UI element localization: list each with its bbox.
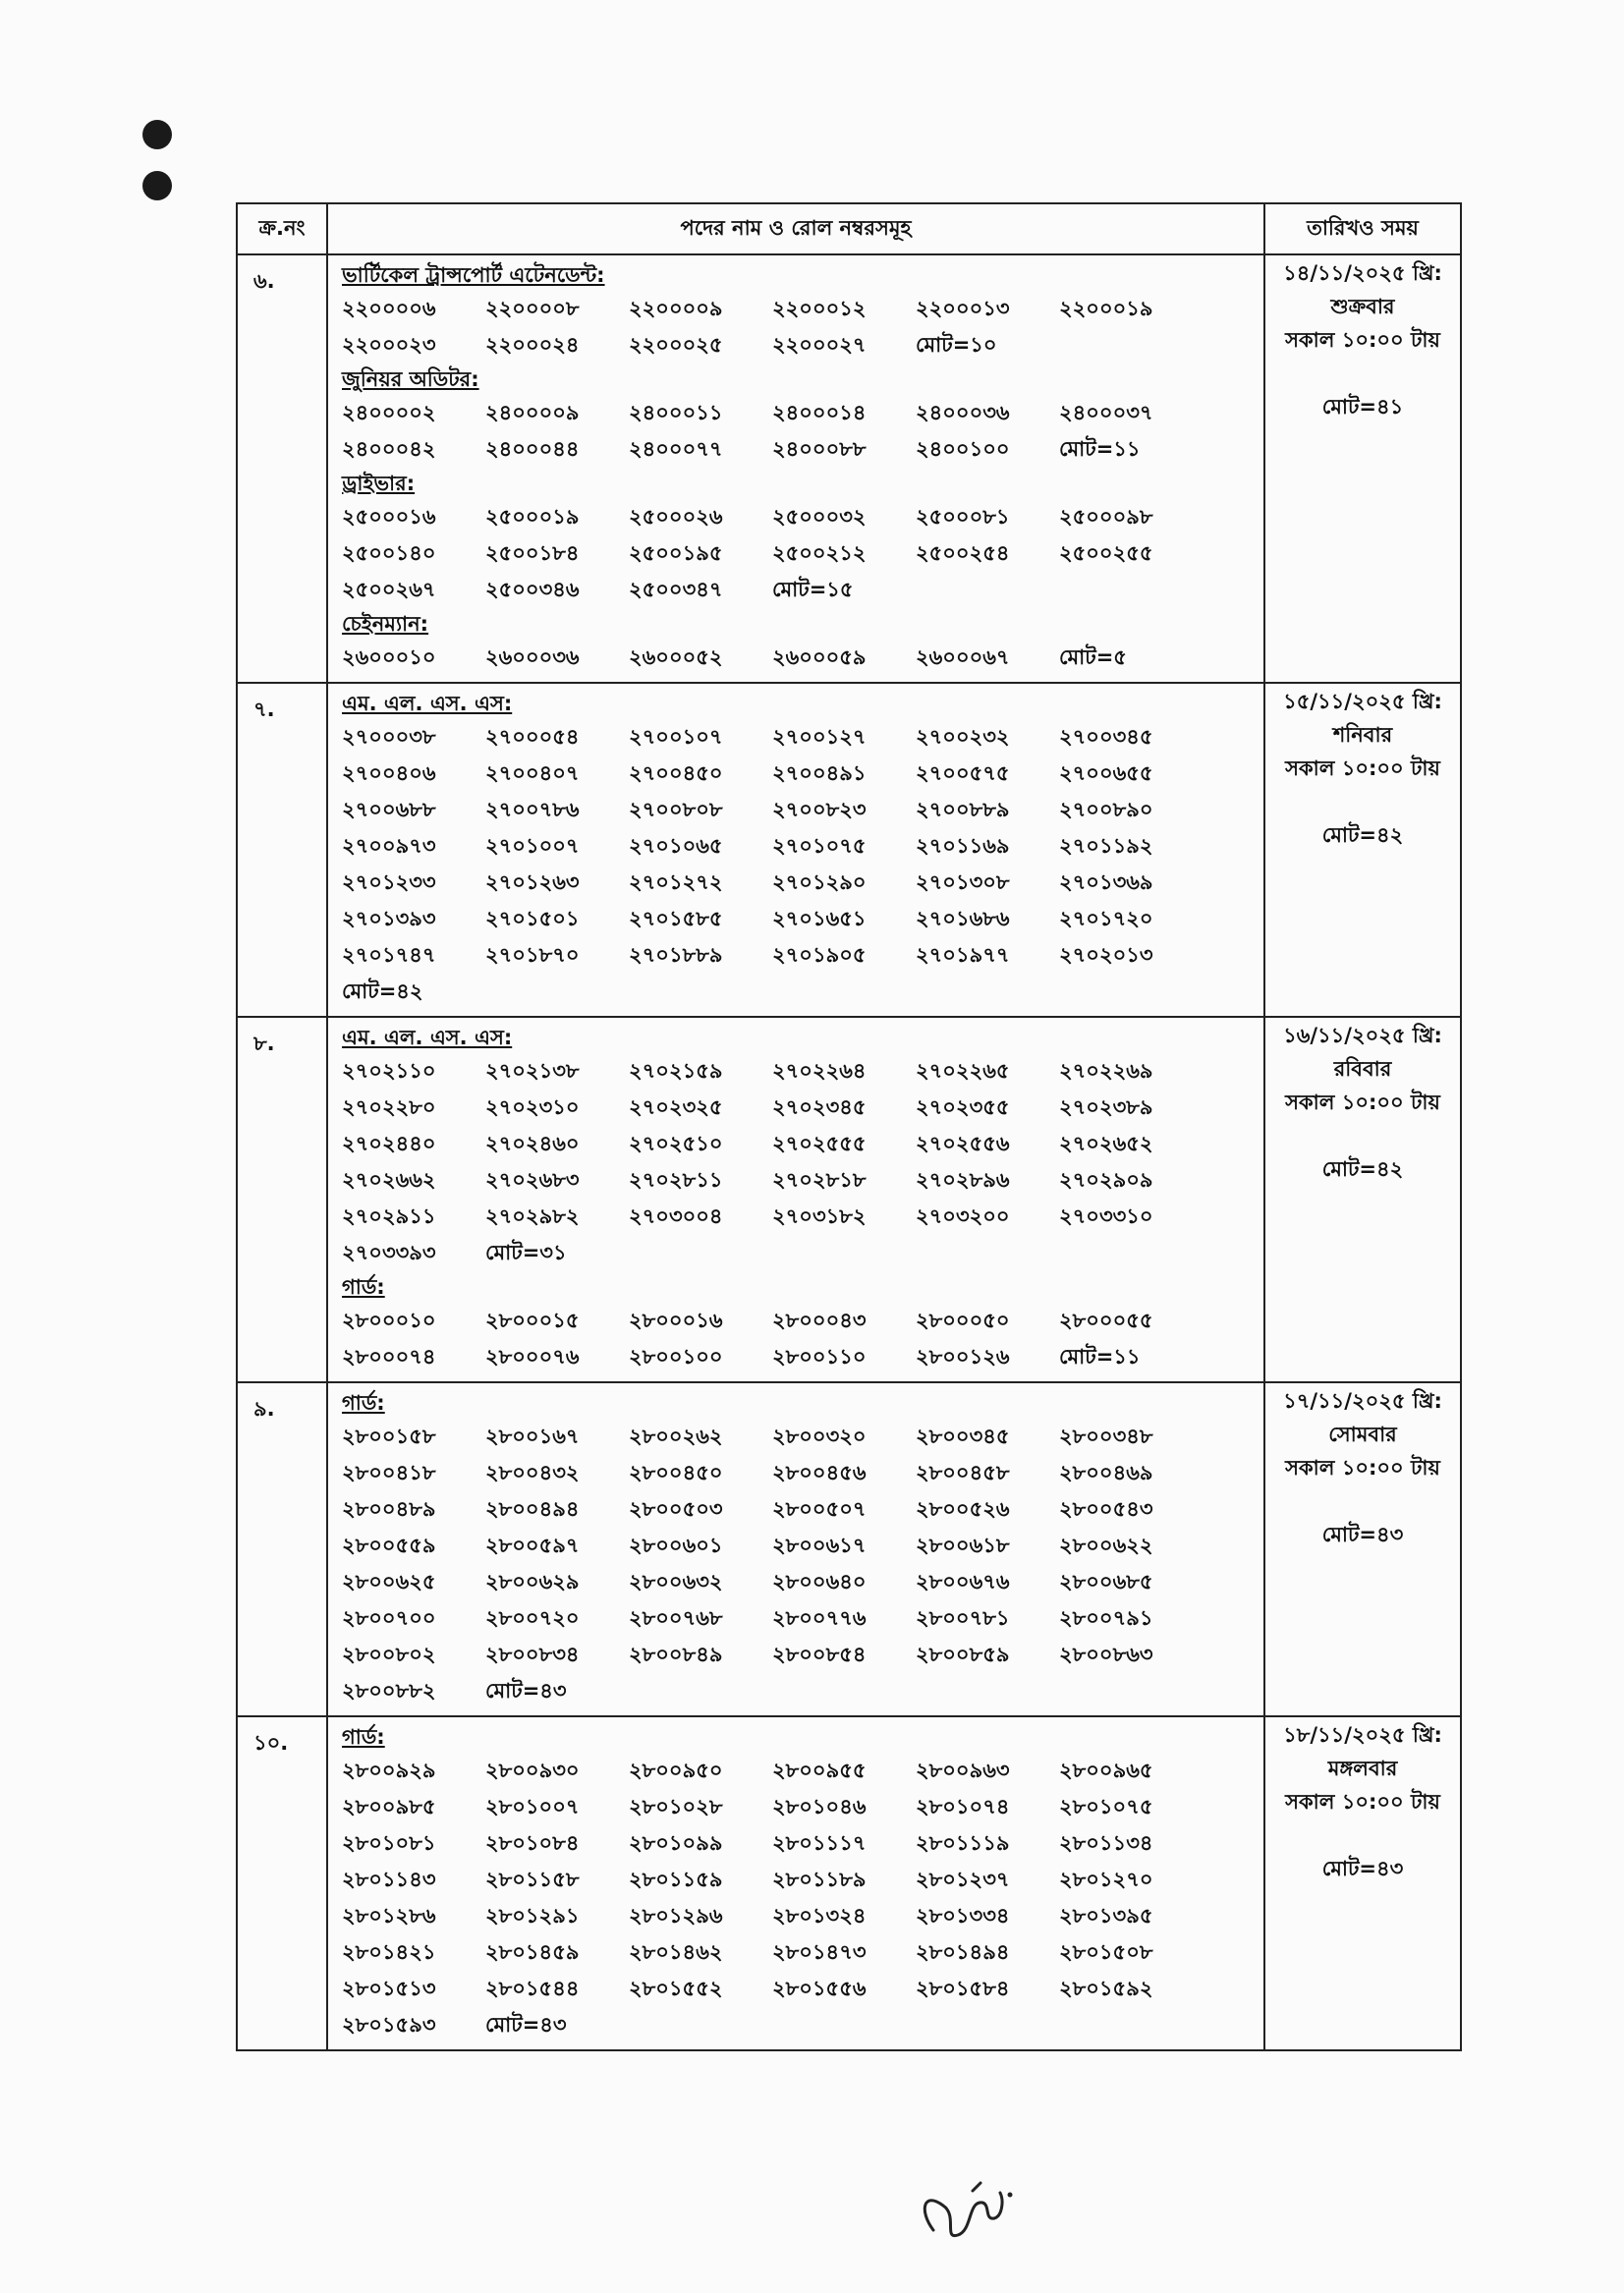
roll-number: ২৪০০১০০ xyxy=(916,437,1010,461)
roll-number: ২৭০২১৩৮ xyxy=(485,1059,580,1083)
header-posts: পদের নাম ও রোল নম্বরসমূহ xyxy=(327,203,1264,254)
roll-number: ২৮০১৫০৮ xyxy=(1059,1940,1153,1964)
roll-number: ২৮০১৩৩৪ xyxy=(916,1904,1010,1928)
roll-number: ২২০০০১৯ xyxy=(1059,297,1153,320)
roll-number: ২৭০০৮৯০ xyxy=(1059,798,1153,821)
roll-number: ২৮০০৮৩৪ xyxy=(485,1643,580,1666)
roll-number: ২৭০২৩২৫ xyxy=(629,1095,723,1119)
roll-number: ২৮০০০৫৫ xyxy=(1059,1309,1153,1332)
roll-number: ২৭০২৮১১ xyxy=(629,1168,723,1192)
post-title: এম. এল. এস. এস: xyxy=(342,1026,513,1049)
roll-number: ২৭০২৩৪৫ xyxy=(772,1095,867,1119)
roll-number: ২৮০০৭০০ xyxy=(342,1606,436,1630)
roll-number: ২৮০১০২৮ xyxy=(629,1795,723,1818)
roll-number: ২৮০০৪৫০ xyxy=(629,1461,723,1484)
roll-number: ২৭০০৬৫৫ xyxy=(1059,761,1153,785)
roll-number: ২৮০০৯৫০ xyxy=(629,1759,723,1782)
roll-number: ২৭০৩১৮২ xyxy=(772,1204,867,1228)
roll-number: ২৫০০৩৪৭ xyxy=(629,578,723,601)
roll-number: ২৫০০২৫৪ xyxy=(916,541,1010,565)
roll-number: ২৮০০২৬২ xyxy=(629,1425,723,1448)
roll-number: ২৬০০০১০ xyxy=(342,645,436,669)
roll-number: ২৭০১৭২০ xyxy=(1059,907,1153,930)
roll-number: ২২০০০২৫ xyxy=(629,333,723,357)
roll-number: ২৭০২৯১১ xyxy=(342,1204,436,1228)
roll-number: ২৭০১০৬৫ xyxy=(629,834,723,858)
roll-number: ২৭০১২৭২ xyxy=(629,870,723,894)
roll-number: ২৮০০৭৬৮ xyxy=(629,1606,723,1630)
table-header-row xyxy=(237,203,1461,254)
roll-number: ২৪০০০৪২ xyxy=(342,437,436,461)
roll-number-list xyxy=(342,291,1256,364)
exam-date: ১৬/১১/২০২৫ খ্রি: xyxy=(1283,1024,1442,1047)
roll-number: ২৪০০০১১ xyxy=(629,401,723,424)
roll-number: ২৮০১০৮৪ xyxy=(485,1831,580,1855)
roll-number: ২৮০০৬২৯ xyxy=(485,1570,580,1594)
roll-number: ২৮০০৪৫৬ xyxy=(772,1461,867,1484)
post-block xyxy=(342,1721,1256,2043)
roll-number: ২৫০০২৬৭ xyxy=(342,578,436,601)
roll-number: ২২০০০১২ xyxy=(772,297,867,320)
header-schedule: তারিখও সময় xyxy=(1264,203,1461,254)
roll-number: ২৮০০৯৬৩ xyxy=(916,1759,1010,1782)
roll-number: ২৮০০৬৩২ xyxy=(629,1570,723,1594)
roll-number: ২৮০১১১৯ xyxy=(916,1831,1010,1855)
roll-number: ২৮০০৬২৫ xyxy=(342,1570,436,1594)
post-total: মোট=৩১ xyxy=(485,1241,567,1264)
post-total: মোট=১১ xyxy=(1059,1345,1141,1369)
roll-number: ২৭০২৯৮২ xyxy=(485,1204,580,1228)
roll-schedule-table xyxy=(236,202,1462,2051)
roll-number: ২৭০২৩৫৫ xyxy=(916,1095,1010,1119)
roll-number: ২৮০১০০৭ xyxy=(485,1795,580,1818)
roll-number-list xyxy=(342,1303,1256,1375)
roll-number: ২৪০০০০৯ xyxy=(485,401,580,424)
table-body xyxy=(237,254,1461,2050)
roll-number: ২৮০০৪৩২ xyxy=(485,1461,580,1484)
roll-number: ২৭০৩০০৪ xyxy=(629,1204,723,1228)
exam-day: শনিবার xyxy=(1332,723,1393,747)
roll-number: ২৮০০৫২৬ xyxy=(916,1497,1010,1521)
roll-number: ২৭০১০০৭ xyxy=(485,834,580,858)
roll-number: ২৮০১৫১৩ xyxy=(342,1977,436,2000)
roll-number: ২৭০১২৬৩ xyxy=(485,870,580,894)
roll-number: ২৭০৩২০০ xyxy=(916,1204,1010,1228)
roll-number: ২৭০০৪০৬ xyxy=(342,761,436,785)
roll-number: ২৭০২৪৬০ xyxy=(485,1132,580,1155)
roll-number: ২৬০০০৬৭ xyxy=(916,645,1010,669)
post-title: চেইনম্যান: xyxy=(342,612,429,636)
roll-number: ২৫০০২৫৫ xyxy=(1059,541,1153,565)
roll-number: ২৭০১১৬৯ xyxy=(916,834,1010,858)
posts-cell xyxy=(327,1382,1264,1716)
roll-number-list xyxy=(342,395,1256,468)
roll-number: ২৭০২৯০৯ xyxy=(1059,1168,1153,1192)
post-total: মোট=১৫ xyxy=(772,578,854,601)
roll-number: ২৮০০৩৪৮ xyxy=(1059,1425,1153,1448)
roll-number: ২৭০১৩৯৩ xyxy=(342,907,436,930)
roll-number: ২৭০০৩৪৫ xyxy=(1059,725,1153,749)
serial-number: ৬. xyxy=(237,254,327,683)
post-block xyxy=(342,468,1256,608)
roll-number: ২৭০২২৬৯ xyxy=(1059,1059,1153,1083)
roll-number: ২৮০১১৫৯ xyxy=(629,1868,723,1891)
row-total: মোট=৪২ xyxy=(1321,1157,1404,1181)
roll-number: ২২০০০১৩ xyxy=(916,297,1010,320)
roll-number: ২৮০০৪৬৯ xyxy=(1059,1461,1153,1484)
roll-number: ২৫০০০৮১ xyxy=(916,505,1010,529)
post-total: মোট=১০ xyxy=(916,333,997,357)
roll-number: ২৮০০৩২০ xyxy=(772,1425,867,1448)
roll-number: ২২০০০০৮ xyxy=(485,297,580,320)
roll-number: ২৭০২৬৮৩ xyxy=(485,1168,580,1192)
post-title: এম. এল. এস. এস: xyxy=(342,692,513,715)
post-total: মোট=৪২ xyxy=(342,979,423,1003)
roll-number-list xyxy=(342,1053,1256,1271)
roll-number: ২৮০১৪২১ xyxy=(342,1940,436,1964)
roll-number: ২২০০০২৩ xyxy=(342,333,436,357)
roll-number: ২৬০০০৫২ xyxy=(629,645,723,669)
posts-cell xyxy=(327,1017,1264,1382)
roll-number: ২৪০০০০২ xyxy=(342,401,436,424)
signature xyxy=(914,2132,1022,2250)
roll-number: ২২০০০২৭ xyxy=(772,333,867,357)
roll-number: ২৫০০০১৯ xyxy=(485,505,580,529)
row-total: মোট=৪৩ xyxy=(1321,1523,1404,1546)
roll-number: ২২০০০০৯ xyxy=(629,297,723,320)
roll-number: ২৫০০০১৬ xyxy=(342,505,436,529)
roll-number: ২৮০০৬১৮ xyxy=(916,1534,1010,1557)
roll-number: ২৮০০৫৫৯ xyxy=(342,1534,436,1557)
roll-number: ২৮০০১১০ xyxy=(772,1345,867,1369)
roll-number: ২৮০০৮০২ xyxy=(342,1643,436,1666)
roll-number: ২৮০০০১৬ xyxy=(629,1309,723,1332)
roll-number: ২৭০২৫৫৬ xyxy=(916,1132,1010,1155)
roll-number: ২৭০২১৫৯ xyxy=(629,1059,723,1083)
exam-time: সকাল ১০:০০ টায় xyxy=(1285,328,1440,352)
roll-number: ২৮০০০১০ xyxy=(342,1309,436,1332)
roll-number: ২৫০০৩৪৬ xyxy=(485,578,580,601)
roll-number: ২৭০২৮৯৬ xyxy=(916,1168,1010,1192)
row-total: মোট=৪২ xyxy=(1321,823,1404,847)
roll-number: ২৭০৩৩১০ xyxy=(1059,1204,1153,1228)
roll-number: ২৮০০০১৫ xyxy=(485,1309,580,1332)
roll-number: ২৭০০৬৮৮ xyxy=(342,798,436,821)
roll-number: ২৭০০০৩৮ xyxy=(342,725,436,749)
roll-number: ২৮০০০৭৬ xyxy=(485,1345,580,1369)
roll-number: ২৭০২৬৬২ xyxy=(342,1168,436,1192)
post-title: জুনিয়র অডিটর: xyxy=(342,367,479,391)
roll-number: ২৭০০৯৭৩ xyxy=(342,834,436,858)
table-row xyxy=(237,1017,1461,1382)
roll-number: ২৮০০৮৮২ xyxy=(342,1679,436,1703)
roll-number: ২৪০০০৮৮ xyxy=(772,437,867,461)
exam-day: সোমবার xyxy=(1328,1423,1397,1446)
schedule-cell xyxy=(1264,1017,1461,1382)
roll-number-list xyxy=(342,499,1256,608)
roll-number: ২৭০১১৯২ xyxy=(1059,834,1153,858)
roll-number: ২৮০০৯৬৫ xyxy=(1059,1759,1153,1782)
roll-number: ২২০০০২৪ xyxy=(485,333,580,357)
schedule-cell xyxy=(1264,683,1461,1017)
roll-number: ২৮০০৮৫৯ xyxy=(916,1643,1010,1666)
roll-number: ২৭০১৩০৮ xyxy=(916,870,1010,894)
roll-number: ২৭০২৮১৮ xyxy=(772,1168,867,1192)
roll-number: ২৮০১২৩৭ xyxy=(916,1868,1010,1891)
roll-number: ২৮০১৪৯৪ xyxy=(916,1940,1010,1964)
roll-number: ২৮০০৮৫৪ xyxy=(772,1643,867,1666)
table-row xyxy=(237,683,1461,1017)
roll-number: ২৭০০৭৮৬ xyxy=(485,798,580,821)
roll-number: ২৮০১৫৫৬ xyxy=(772,1977,867,2000)
roll-number: ২৪০০০৩৭ xyxy=(1059,401,1153,424)
roll-number: ২৫০০২১২ xyxy=(772,541,867,565)
roll-number: ২৭০১৬৮৬ xyxy=(916,907,1010,930)
roll-number: ২৮০০৬৮৫ xyxy=(1059,1570,1153,1594)
post-block xyxy=(342,1387,1256,1709)
serial-number: ৭. xyxy=(237,683,327,1017)
roll-number: ২৮০১৩৯৫ xyxy=(1059,1904,1153,1928)
post-block xyxy=(342,1271,1256,1375)
roll-number: ২৭০১৩৬৯ xyxy=(1059,870,1153,894)
roll-number: ২৭০১৫৮৫ xyxy=(629,907,723,930)
roll-number: ২৮০১২৭০ xyxy=(1059,1868,1153,1891)
roll-number: ২৭০২২৬৪ xyxy=(772,1059,867,1083)
post-block xyxy=(342,364,1256,468)
roll-number: ২৮০০৪৮৯ xyxy=(342,1497,436,1521)
post-block xyxy=(342,259,1256,364)
roll-number: ২৫০০১৮৪ xyxy=(485,541,580,565)
roll-number: ২৮০০৯৩০ xyxy=(485,1759,580,1782)
roll-number: ২৭০২৩৮৯ xyxy=(1059,1095,1153,1119)
roll-number: ২৮০০৬২২ xyxy=(1059,1534,1153,1557)
roll-number: ২৭০২২৬৫ xyxy=(916,1059,1010,1083)
roll-number: ২৮০১৫৯৩ xyxy=(342,2013,436,2037)
exam-date: ১৫/১১/২০২৫ খ্রি: xyxy=(1283,690,1442,713)
roll-number: ২৭০০৮৮৯ xyxy=(916,798,1010,821)
roll-number: ২৮০১৫৮৪ xyxy=(916,1977,1010,2000)
post-total: মোট=৪৩ xyxy=(485,2013,567,2037)
roll-number: ২৮০১১১৭ xyxy=(772,1831,867,1855)
roll-number: ২৮০১৪৭৩ xyxy=(772,1940,867,1964)
table-row xyxy=(237,1716,1461,2050)
post-block xyxy=(342,688,1256,1010)
roll-number: ২৭০২২৮০ xyxy=(342,1095,436,1119)
roll-number-list xyxy=(342,719,1256,1010)
serial-number: ৮. xyxy=(237,1017,327,1382)
roll-number: ২৮০০৮৬৩ xyxy=(1059,1643,1153,1666)
table-row xyxy=(237,254,1461,683)
roll-number: ২৪০০০১৪ xyxy=(772,401,867,424)
roll-number: ২৭০১৫০১ xyxy=(485,907,580,930)
roll-number: ২৮০০৫০৭ xyxy=(772,1497,867,1521)
punch-hole-bottom xyxy=(142,171,172,200)
roll-number: ২৭০২৩১০ xyxy=(485,1095,580,1119)
roll-number: ২৮০১৫৫২ xyxy=(629,1977,723,2000)
roll-number: ২৮০০৮৪৯ xyxy=(629,1643,723,1666)
roll-number: ২৭০০৪৫০ xyxy=(629,761,723,785)
roll-number-list xyxy=(342,640,1256,676)
serial-number: ১০. xyxy=(237,1716,327,2050)
roll-number: ২৮০০৭৮১ xyxy=(916,1606,1010,1630)
roll-number: ২৭০১৬৫১ xyxy=(772,907,867,930)
row-total: মোট=৪৩ xyxy=(1321,1857,1404,1880)
roll-number: ২৬০০০৩৬ xyxy=(485,645,580,669)
roll-number: ২২০০০০৬ xyxy=(342,297,436,320)
roll-number: ২৪০০০৭৭ xyxy=(629,437,723,461)
roll-number: ২৮০০০৭৪ xyxy=(342,1345,436,1369)
roll-number: ২৮০১৩২৪ xyxy=(772,1904,867,1928)
roll-number: ২৫০০০২৬ xyxy=(629,505,723,529)
post-title: গার্ড: xyxy=(342,1275,385,1299)
roll-number: ২৮০০৭৭৬ xyxy=(772,1606,867,1630)
roll-number: ২৮০০৫০৩ xyxy=(629,1497,723,1521)
roll-number: ২৮০১১৫৮ xyxy=(485,1868,580,1891)
roll-number: ২৭০১৮৮৯ xyxy=(629,943,723,967)
roll-number: ২৭০১২৯০ xyxy=(772,870,867,894)
roll-number: ২৫০০০৩২ xyxy=(772,505,867,529)
roll-number: ২৮০০৬০১ xyxy=(629,1534,723,1557)
roll-number: ২৭০০২৩২ xyxy=(916,725,1010,749)
roll-number: ২৮০১২৯৬ xyxy=(629,1904,723,1928)
roll-number: ২৮০১৫৯২ xyxy=(1059,1977,1153,2000)
roll-number: ২৮০০৫৯৭ xyxy=(485,1534,580,1557)
roll-number: ২৭০২১১০ xyxy=(342,1059,436,1083)
roll-number: ২৮০০১৫৮ xyxy=(342,1425,436,1448)
roll-number: ২৮০০৬৭৬ xyxy=(916,1570,1010,1594)
exam-time: সকাল ১০:০০ টায় xyxy=(1285,1091,1440,1114)
roll-number: ২৮০১১৮৯ xyxy=(772,1868,867,1891)
roll-number-list xyxy=(342,1753,1256,2043)
posts-cell xyxy=(327,1716,1264,2050)
roll-number: ২৮০০৪৯৪ xyxy=(485,1497,580,1521)
roll-number: ২৫০০০৯৮ xyxy=(1059,505,1153,529)
roll-number: ২৭০১৮৭০ xyxy=(485,943,580,967)
exam-day: মঙ্গলবার xyxy=(1327,1757,1398,1780)
roll-number: ২৭০২৫১০ xyxy=(629,1132,723,1155)
exam-time: সকাল ১০:০০ টায় xyxy=(1285,756,1440,780)
exam-day: রবিবার xyxy=(1333,1057,1392,1081)
roll-number: ২৮০১০৮১ xyxy=(342,1831,436,1855)
roll-number-list xyxy=(342,1419,1256,1709)
exam-date: ১৭/১১/২০২৫ খ্রি: xyxy=(1283,1389,1442,1413)
punch-hole-top xyxy=(142,120,172,149)
roll-number: ২৮০০৬৪০ xyxy=(772,1570,867,1594)
roll-number: ২৮০১০৭৪ xyxy=(916,1795,1010,1818)
posts-cell xyxy=(327,254,1264,683)
roll-number: ২৭০২৪৪০ xyxy=(342,1132,436,1155)
post-total: মোট=৪৩ xyxy=(485,1679,567,1703)
post-title: গার্ড: xyxy=(342,1725,385,1749)
roll-number: ২৮০১০৪৬ xyxy=(772,1795,867,1818)
roll-number: ২৮০০০৪৩ xyxy=(772,1309,867,1332)
roll-number: ২৫০০১৪০ xyxy=(342,541,436,565)
roll-number: ২৮০১১৩৪ xyxy=(1059,1831,1153,1855)
roll-number: ২৮০০৩৪৫ xyxy=(916,1425,1010,1448)
table-row xyxy=(237,1382,1461,1716)
roll-number: ২৮০০০৫০ xyxy=(916,1309,1010,1332)
roll-number: ২৭০৩৩৯৩ xyxy=(342,1241,436,1264)
schedule-cell xyxy=(1264,1716,1461,2050)
roll-number: ২৮০১০৯৯ xyxy=(629,1831,723,1855)
roll-number: ২৮০০৯২৯ xyxy=(342,1759,436,1782)
serial-number: ৯. xyxy=(237,1382,327,1716)
roll-number: ২৭০১০৭৫ xyxy=(772,834,867,858)
post-title: ড্রাইভার: xyxy=(342,472,416,495)
roll-number: ২৮০০৪৫৮ xyxy=(916,1461,1010,1484)
roll-number: ২৮০০৭২০ xyxy=(485,1606,580,1630)
roll-number: ২৭০০১০৭ xyxy=(629,725,723,749)
roll-number: ২৮০১৪৬২ xyxy=(629,1940,723,1964)
post-total: মোট=১১ xyxy=(1059,437,1141,461)
roll-number: ২৭০০৪৯১ xyxy=(772,761,867,785)
roll-number: ২৮০১৪৫৯ xyxy=(485,1940,580,1964)
posts-cell xyxy=(327,683,1264,1017)
post-title: গার্ড: xyxy=(342,1391,385,1415)
roll-number: ২৭০২০১৩ xyxy=(1059,943,1153,967)
roll-number: ২৮০০৬১৭ xyxy=(772,1534,867,1557)
roll-number: ২৮০১১৪৩ xyxy=(342,1868,436,1891)
roll-number: ২৮০১০৭৫ xyxy=(1059,1795,1153,1818)
roll-number: ২৮০০১২৬ xyxy=(916,1345,1010,1369)
roll-number: ২৭০১২৩৩ xyxy=(342,870,436,894)
exam-date: ১৮/১১/২০২৫ খ্রি: xyxy=(1283,1723,1442,1747)
exam-time: সকাল ১০:০০ টায় xyxy=(1285,1790,1440,1814)
roll-number: ২৮০০৫৪৩ xyxy=(1059,1497,1153,1521)
roll-number: ২৮০০১৬৭ xyxy=(485,1425,580,1448)
roll-number: ২৭০১৭৪৭ xyxy=(342,943,436,967)
roll-number: ২৮০০৭৯১ xyxy=(1059,1606,1153,1630)
post-title: ভার্টিকেল ট্রান্সপোর্ট এটেনডেন্ট: xyxy=(342,263,605,287)
post-block xyxy=(342,608,1256,676)
roll-number: ২৭০১৯০৫ xyxy=(772,943,867,967)
roll-number: ২৪০০০৩৬ xyxy=(916,401,1010,424)
roll-number: ২৭০০৮০৮ xyxy=(629,798,723,821)
schedule-cell xyxy=(1264,254,1461,683)
roll-number: ২৮০১৫৪৪ xyxy=(485,1977,580,2000)
roll-number: ২৮০০৯৫৫ xyxy=(772,1759,867,1782)
roll-number: ২৬০০০৫৯ xyxy=(772,645,867,669)
header-sl: ক্র.নং xyxy=(237,203,327,254)
post-total: মোট=৫ xyxy=(1059,645,1127,669)
roll-number: ২৮০০১০০ xyxy=(629,1345,723,1369)
roll-number: ২৭০২৫৫৫ xyxy=(772,1132,867,1155)
roll-number: ২৫০০১৯৫ xyxy=(629,541,723,565)
roll-number: ২৪০০০৪৪ xyxy=(485,437,580,461)
post-block xyxy=(342,1022,1256,1271)
roll-number: ২৮০১২৮৬ xyxy=(342,1904,436,1928)
exam-time: সকাল ১০:০০ টায় xyxy=(1285,1456,1440,1480)
roll-number: ২৮০০৪১৮ xyxy=(342,1461,436,1484)
roll-number: ২৭০১৯৭৭ xyxy=(916,943,1010,967)
roll-number: ২৭০০৫৭৫ xyxy=(916,761,1010,785)
roll-number: ২৭০০০৫৪ xyxy=(485,725,580,749)
exam-date: ১৪/১১/২০২৫ খ্রি: xyxy=(1283,261,1442,285)
roll-number: ২৮০১২৯১ xyxy=(485,1904,580,1928)
exam-day: শুক্রবার xyxy=(1330,295,1395,318)
schedule-cell xyxy=(1264,1382,1461,1716)
row-total: মোট=৪১ xyxy=(1321,395,1404,419)
roll-number: ২৭০০৪০৭ xyxy=(485,761,580,785)
roll-number: ২৭০০৮২৩ xyxy=(772,798,867,821)
roll-number: ২৮০০৯৮৫ xyxy=(342,1795,436,1818)
roll-number: ২৭০০১২৭ xyxy=(772,725,867,749)
roll-number: ২৭০২৬৫২ xyxy=(1059,1132,1153,1155)
